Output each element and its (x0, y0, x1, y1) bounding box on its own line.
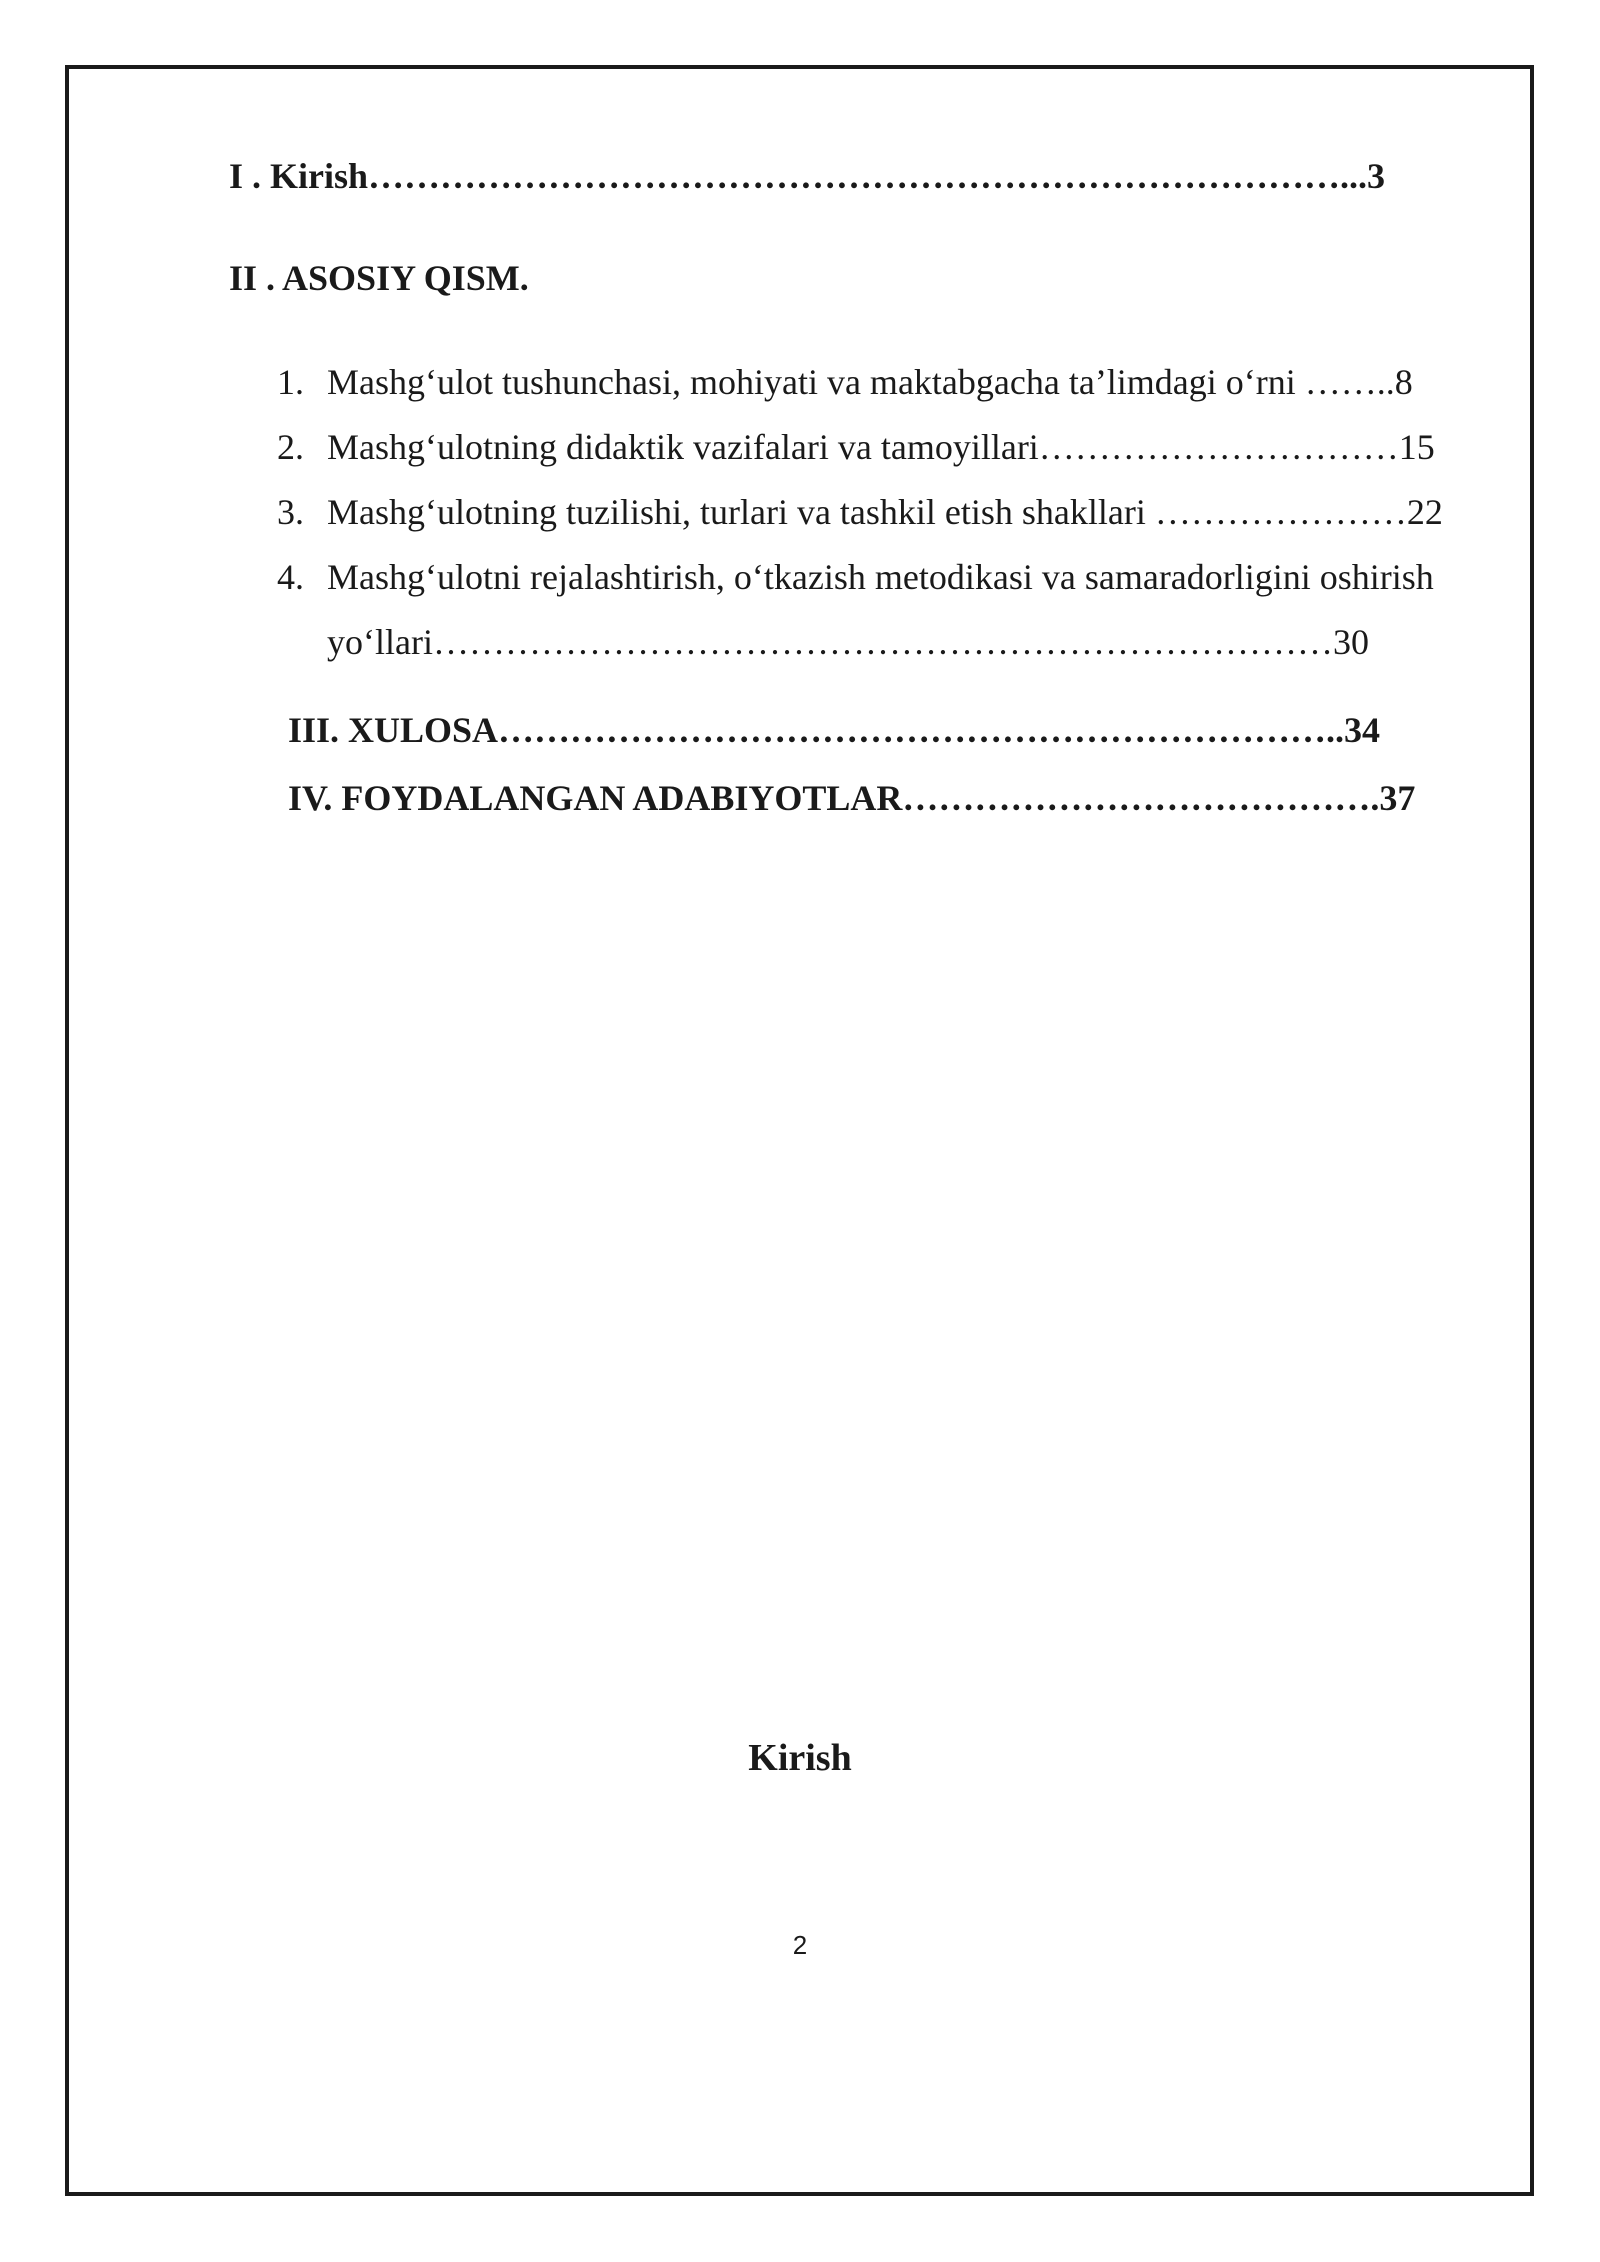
toc-item-1-number: 1. (277, 362, 304, 402)
toc-main-part: II . ASOSIY QISM. (229, 258, 529, 298)
toc-item-3-number: 3. (277, 492, 304, 532)
toc-item-2-number: 2. (277, 427, 304, 467)
toc-intro: I . Kirish………………………………………………………………………...3 (229, 156, 1386, 196)
section-heading: Kirish (748, 1737, 852, 1779)
toc-references: IV. FOYDALANGAN ADABIYOTLAR………………………………….37 (288, 778, 1416, 818)
toc-item-2: Mashg‘ulotning didaktik vazifalari va tamoyillari…………………………15 (327, 427, 1435, 467)
toc-item-3: Mashg‘ulotning tuzilishi, turlari va tashkil etish shakllari …………………22 (327, 492, 1443, 532)
toc-conclusion: III. XULOSA……………………………………………………………..34 (288, 710, 1381, 750)
toc-item-4-number: 4. (277, 557, 304, 597)
toc-item-4: Mashg‘ulotni rejalashtirish, o‘tkazish metodikasi va samaradorligini oshirish (327, 557, 1434, 597)
page-number: 2 (792, 1930, 808, 1960)
toc-item-1: Mashg‘ulot tushunchasi, mohiyati va maktabgacha ta’limdagi o‘rni ……..8 (327, 362, 1413, 402)
toc-item-4-continuation: yo‘llari…………………………………………………………………30 (327, 622, 1369, 662)
